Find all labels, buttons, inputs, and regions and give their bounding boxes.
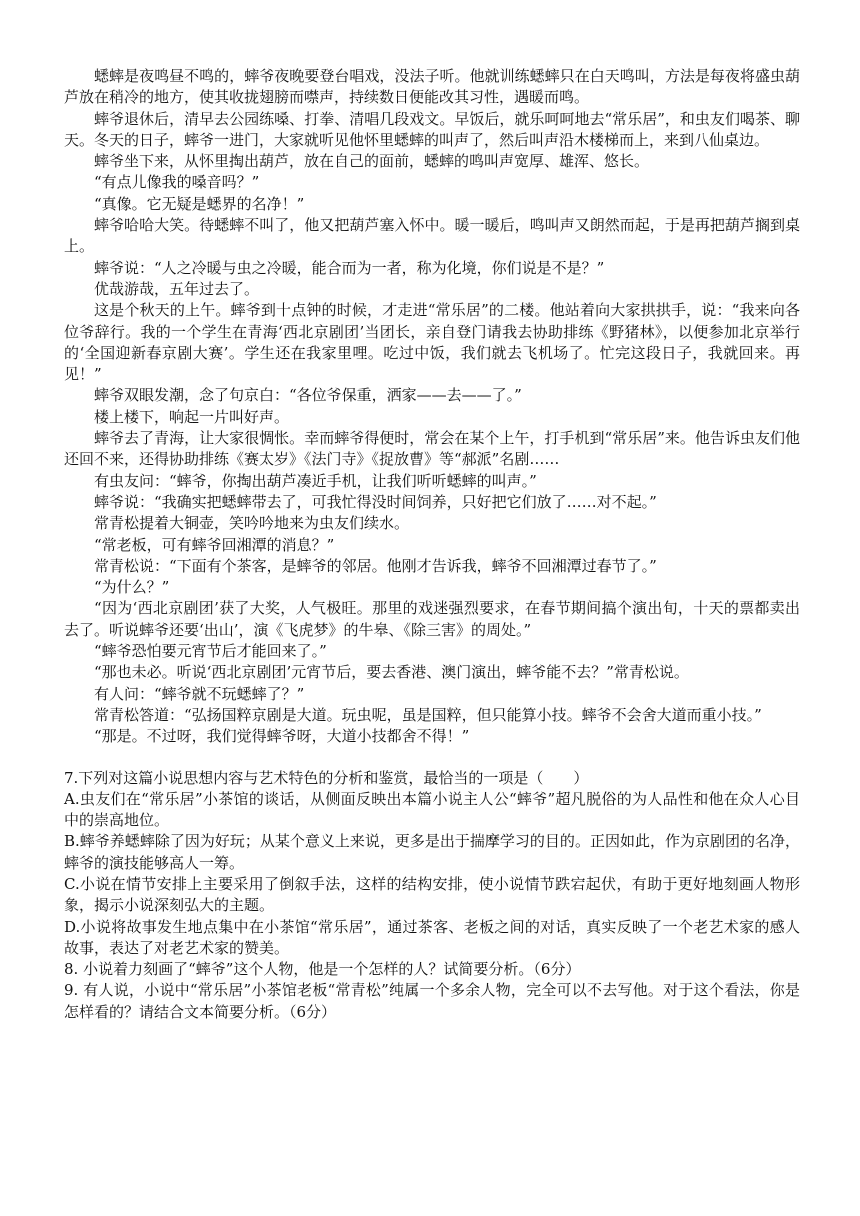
questions-section bbox=[64, 768, 800, 1024]
section-gap bbox=[64, 748, 800, 768]
story-paragraph: 常青松说：“下面有个茶客，是蟀爷的邻居。他刚才告诉我，蟀爷不回湘潭过春节了。” bbox=[94, 556, 657, 575]
story-paragraph: 优哉游哉，五年过去了。 bbox=[94, 279, 260, 298]
story-paragraph: “真像。它无疑是蟋界的名净！” bbox=[94, 194, 305, 213]
story-paragraph: 蟀爷去了青海，让大家很惆怅。幸而蟀爷得便时，常会在某个上午，打手机到“常乐居”来。他告诉虫友们他还回不来，还得协助排练《赛太岁》《法门寺》《捉放曹》等“郝派”名剧…… bbox=[64, 429, 800, 469]
question-8: 8. 小说着力刻画了“蟀爷”这个人物，他是一个怎样的人？试简要分析。（6分） bbox=[64, 960, 581, 979]
story-paragraph: 蟀爷双眼发潮，念了句京白：“各位爷保重，洒家——去——了。” bbox=[94, 386, 522, 405]
question-7-stem: 7.下列对这篇小说思想内容与艺术特色的分析和鉴赏，最恰当的一项是（ ） bbox=[64, 768, 589, 787]
story-paragraph: 蟀爷哈哈大笑。待蟋蟀不叫了，他又把葫芦塞入怀中。暖一暖后，鸣叫声又朗然而起，于是再把葫芦搁到桌上。 bbox=[64, 216, 800, 256]
story-text bbox=[64, 66, 800, 748]
story-paragraph: 蟀爷说：“人之冷暖与虫之冷暖，能合而为一者，称为化境，你们说是不是？” bbox=[94, 258, 605, 277]
option-a: A.虫友们在“常乐居”小茶馆的谈话，从侧面反映出本篇小说主人公“蟀爷”超凡脱俗的为人品性和他在众人心目中的崇高地位。 bbox=[64, 789, 800, 830]
story-paragraph: 常青松答道：“弘扬国粹京剧是大道。玩虫呢，虽是国粹，但只能算小技。蟀爷不会舍大道而重小技。” bbox=[94, 705, 762, 724]
story-paragraph: “蟀爷恐怕要元宵节后才能回来了。” bbox=[94, 642, 327, 661]
story-paragraph: “常老板，可有蟀爷回湘潭的消息？” bbox=[94, 535, 335, 554]
story-paragraph: 有虫友问：“蟀爷，你掏出葫芦凑近手机，让我们听听蟋蟀的叫声。” bbox=[94, 471, 537, 490]
story-paragraph: 有人问：“蟀爷就不玩蟋蟀了？” bbox=[94, 684, 305, 703]
story-paragraph: “那是。不过呀，我们觉得蟀爷呀，大道小技都舍不得！” bbox=[94, 727, 470, 746]
story-paragraph: 楼上楼下，响起一片叫好声。 bbox=[94, 407, 290, 426]
story-paragraph: “那也未必。听说‘西北京剧团’元宵节后，要去香港、澳门演出，蟀爷能不去？”常青松说。 bbox=[94, 663, 689, 682]
option-c: C.小说在情节安排上主要采用了倒叙手法，这样的结构安排，使小说情节跌宕起伏，有助于更好地刻画人物形象，揭示小说深刻弘大的主题。 bbox=[64, 874, 800, 915]
option-d: D.小说将故事发生地点集中在小茶馆“常乐居”，通过茶客、老板之间的对话，真实反映了一个老艺术家的感人故事，表达了对老艺术家的赞美。 bbox=[64, 917, 800, 957]
story-paragraph: 蟀爷退休后，清早去公园练嗓、打拳、清唱几段戏文。早饭后，就乐呵呵地去“常乐居”，和虫友们喝茶、聊天。冬天的日子，蟀爷一进门，大家就听见他怀里蟋蟀的叫声了，然后叫声沿木楼梯而上，来到八仙桌边。 bbox=[64, 109, 800, 149]
story-paragraph: “有点儿像我的嗓音吗？” bbox=[94, 173, 260, 192]
story-paragraph: 蟀爷说：“我确实把蟋蟀带去了，可我忙得没时间饲养，只好把它们放了……对不起。” bbox=[94, 492, 657, 511]
option-b: B.蟀爷养蟋蟀除了因为好玩；从某个意义上来说，更多是出于揣摩学习的目的。正因如此，作为京剧团的名净，蟀爷的演技能够高人一筹。 bbox=[64, 832, 800, 872]
story-paragraph: 常青松提着大铜壶，笑吟吟地来为虫友们续水。 bbox=[94, 514, 410, 533]
story-paragraph: 蟀爷坐下来，从怀里掏出葫芦，放在自己的面前，蟋蟀的鸣叫声宽厚、雄浑、悠长。 bbox=[94, 152, 650, 171]
story-paragraph: 这是个秋天的上午。蟀爷到十点钟的时候，才走进“常乐居”的二楼。他站着向大家拱拱手，说：“我来向各位爷辞行。我的一个学生在青海‘西北京剧团’当团长，亲自登门请我去协助排练《野猪林》，以便参加北京举行的‘全国迎新春京剧大赛’。学生还在我家里哩。吃过中饭，我们就去飞机场了。忙完这段日子，我就回来。再见！” bbox=[64, 301, 800, 384]
exam-page bbox=[64, 66, 800, 1023]
question-9: 9. 有人说，小说中“常乐居”小茶馆老板“常青松”纯属一个多余人物，完全可以不去写他。对于这个看法，你是怎样看的？请结合文本简要分析。（6分） bbox=[64, 981, 800, 1021]
story-paragraph: 蟋蟀是夜鸣昼不鸣的，蟀爷夜晚要登台唱戏，没法子听。他就训练蟋蟀只在白天鸣叫，方法是每夜将盛虫葫芦放在稍冷的地方，使其收拢翅膀而噤声，持续数日便能改其习性，遇暖而鸣。 bbox=[64, 67, 800, 107]
story-paragraph: “为什么？” bbox=[94, 578, 170, 597]
story-paragraph: “因为‘西北京剧团’获了大奖，人气极旺。那里的戏迷强烈要求，在春节期间搞个演出旬，十天的票都卖出去了。听说蟀爷还要‘出山’，演《飞虎梦》的牛皋、《除三害》的周处。” bbox=[64, 599, 800, 639]
